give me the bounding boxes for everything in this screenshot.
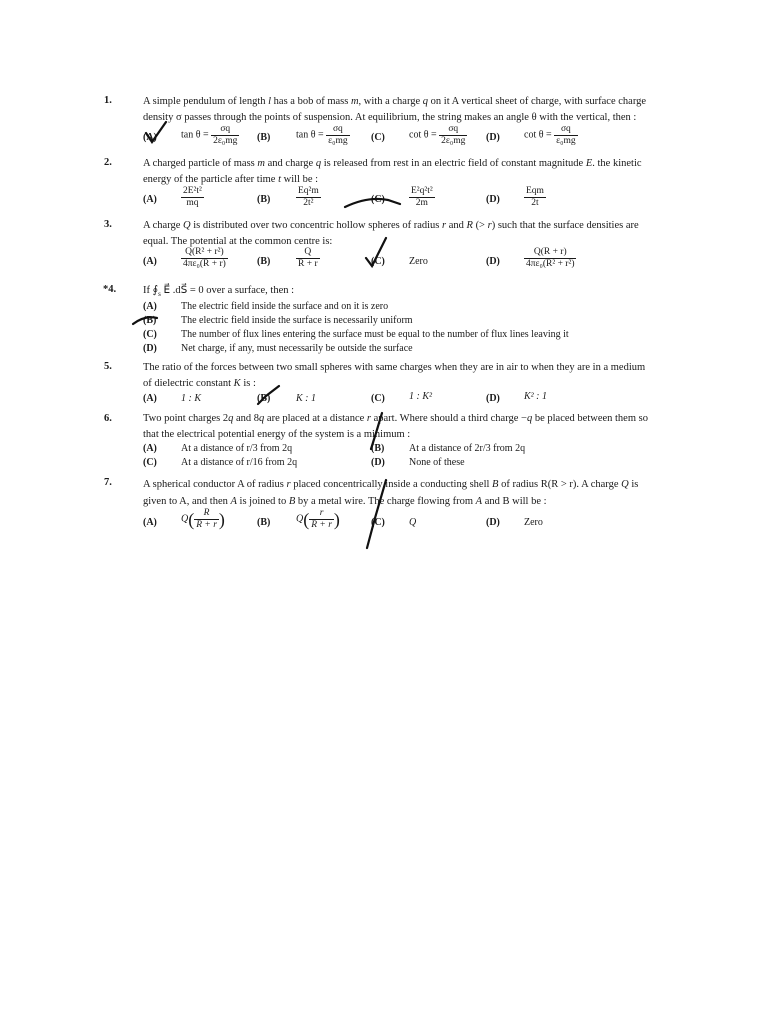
option-c[interactable]: cot θ = $\frac{\sigma q}{\text{2ε₀mg}}$ xyxy=(409,124,466,146)
question-stem: A spherical conductor A of radius r placed concentrically inside a conducting shell B of radius R(R > r). A charge Q is given to A, and then A is joined to B by a metal wire. The charge flowing from A and B will be : xyxy=(143,479,639,507)
option-label[interactable]: (D) xyxy=(486,194,500,205)
option-label[interactable]: (B) xyxy=(257,256,271,267)
question-stem: A simple pendulum of length l has a bob of mass m, with a charge q on it A vertical sheet of charge, with surface charge density σ passes through the points of suspension. At equilibrium, the string makes an angle θ with the vertical, then : xyxy=(143,96,647,123)
option-label[interactable]: (C) xyxy=(371,256,385,267)
question-stem: A charge Q is distributed over two concentric hollow spheres of radius r and R (> r) such that the surface densities are equal. The potential at the common centre is: xyxy=(143,220,639,247)
fraction: $\frac{\sigma q}{\text{ε₀mg}}$ xyxy=(328,124,348,146)
question-stem: If $∮_s$ E⃗ .dS⃗ = 0 over a surface, then : xyxy=(143,285,295,299)
question-number: 3. xyxy=(104,219,112,230)
fraction: $\frac{\text{Eqm}}{2t}$ xyxy=(526,186,544,208)
option-label[interactable]: (D) xyxy=(486,256,500,267)
option-d[interactable]: K² : 1 xyxy=(524,391,547,402)
option-a[interactable] xyxy=(181,247,228,270)
option-d[interactable] xyxy=(524,247,576,270)
question-number: 7. xyxy=(104,477,112,488)
option-a[interactable]: (A) At a distance of r/3 from 2q xyxy=(143,443,293,454)
fraction: $\frac{\text{Eq²m}}{\text{2t²}}$ xyxy=(298,186,319,208)
option-d[interactable] xyxy=(524,186,546,209)
fraction: $\frac{Q(R + r)}{\text{4πε₀(R² + r²)}}$ xyxy=(526,247,575,269)
fraction: $\frac{\text{E²q²t²}}{2m}$ xyxy=(411,186,433,208)
option-d[interactable]: (D) None of these xyxy=(371,457,465,468)
option-label[interactable]: (B) xyxy=(257,194,271,205)
option-a[interactable]: Q( $\frac{R}{R + r}$ ) xyxy=(181,508,225,530)
fraction: $\frac{\text{Q(R² + r²)}}{\text{4πε₀(R + r)}}$ xyxy=(183,247,226,269)
option-d[interactable]: Zero xyxy=(524,517,543,528)
option-b[interactable]: Q( $\frac{r}{R + r}$ ) xyxy=(296,508,340,530)
option-label[interactable]: (A) xyxy=(143,393,157,404)
option-a[interactable]: 1 : K xyxy=(181,393,201,404)
option-label[interactable]: (D) xyxy=(486,132,500,143)
question-number: *4. xyxy=(103,284,117,295)
fraction: $\frac{\sigma q}{\text{2ε₀mg}}$ xyxy=(213,124,238,146)
question-stem: Two point charges 2q and 8q are placed at a distance r apart. Where should a third charge −q be placed between them so that the electrical potential energy of the system is a minimum : xyxy=(143,413,648,440)
option-b[interactable] xyxy=(296,186,321,209)
option-label[interactable]: (C) xyxy=(371,517,385,528)
option-label[interactable]: (A) xyxy=(143,194,157,205)
fraction: $\frac{r}{R + r}$ xyxy=(311,508,332,530)
option-label[interactable]: (C) xyxy=(371,393,385,404)
option-label[interactable]: (B) xyxy=(257,132,271,143)
fraction: $\frac{R}{R + r}$ xyxy=(196,508,217,530)
fraction: $\frac{Q}{R + r}$ xyxy=(298,247,318,269)
question-stem: The ratio of the forces between two small spheres with same charges when they are in air to when they are in a medium of dielectric constant K is : xyxy=(143,362,646,389)
fraction: $\frac{\text{2E²t²}}{mq}$ xyxy=(183,186,202,208)
option-a[interactable] xyxy=(181,186,204,209)
option-b[interactable] xyxy=(296,247,320,270)
option-label[interactable]: (A) xyxy=(143,132,157,143)
option-label[interactable]: (C) xyxy=(371,194,385,205)
option-d[interactable]: cot θ = $\frac{\sigma q}{\text{ε₀mg}}$ xyxy=(524,124,576,146)
option-label[interactable]: (B) xyxy=(257,517,271,528)
option-label[interactable]: (C) xyxy=(371,132,385,143)
option-c[interactable]: 1 : K² xyxy=(409,391,432,402)
option-label[interactable]: (B) xyxy=(257,393,271,404)
question-number: 1. xyxy=(104,95,112,106)
option-a[interactable]: tan θ = $\frac{\sigma q}{\text{2ε₀mg}}$ xyxy=(181,124,238,146)
question-number: 6. xyxy=(104,413,112,424)
option-b[interactable]: (B) At a distance of 2r/3 from 2q xyxy=(371,443,526,454)
question-number: 5. xyxy=(104,361,112,372)
option-b[interactable]: K : 1 xyxy=(296,393,316,404)
question-number: 2. xyxy=(104,157,112,168)
fraction: $\frac{\sigma q}{\text{ε₀mg}}$ xyxy=(556,124,576,146)
option-c[interactable] xyxy=(409,186,435,209)
option-label[interactable]: (D) xyxy=(486,517,500,528)
option-label[interactable]: (D) xyxy=(486,393,500,404)
option-c[interactable]: Q xyxy=(409,517,417,528)
option-c[interactable]: (C) At a distance of r/16 from 2q xyxy=(143,457,298,468)
question-sheet: 1. A simple pendulum of length l has a bob of mass m, with a charge q on it A vertical sheet of charge, with surface charge density σ passes through the points of suspension. At equilibrium, the string makes an angle θ with the vertical, then : (A) tan θ = $\frac{\sigma q}{\text{2ε₀mg}}$ (B) tan θ = $\frac{\sigma q}{\text{ε₀mg}}$ (C) cot θ = $\frac{\sigma q}{\text{2ε₀mg}}$ (D) cot θ = $\frac{\sigma q}{\text{ε₀mg}}$ 2. A charged particle of mass m and charge q is released from rest in an electric field of constant magnitude E. the kinetic energy of the particle after time t will be : (A) $\frac{\text{2E²t²}}{mq}$ (B) $\frac{\text{Eq²m}}{\text{2t²}}$ (C) $\frac{\text{E²q²t²}}{2m}$ (D) $\frac{\text{Eqm}}{2t}$ 3. A charge Q is distributed over two concentric hollow spheres of radius r and R (> r) such that the surface densities are equal. The potential at the common centre is: (A) $\frac{\text{Q(R² + r²)}}{\text{4πε₀(R + r)}}$ (B) $\frac{Q}{R + r}$ (C) Zero (D) $\frac{Q(R + r)}{\text{4πε₀(R² + r²)}}$ *4. If $∮_s$ E⃗ .dS⃗ = 0 over a surface, then : (A) The electric field inside the surface and on it is zero (B) The electric field inside the surface is necessarily uniform (C) The number of flux lines entering the surface must be equal to the number of flux lines leaving it (D) Net charge, if any, must necessarily be outside the surface 5. The ratio of the forces between two small spheres with same charges when they are in air to when they are in a medium of dielectric constant K is : (A) 1 : K (B) K : 1 (C) 1 : K² (D) K² : 1 6. Two point charges 2q and 8q are placed at a distance r apart. Where should a third charge −q be placed between them so that the electrical potential energy of the system is a minimum : (A) At a distance of r/3 from 2q (B) At a distance of 2r/3 from 2q (C) At a distance of r/16 from 2q (D) None of these 7. A spherical conductor A of radius r placed concentrically inside a conducting shell B of radius R(R > r). A charge Q is given to A, and then A is joined to B by a metal wire. The charge flowing from A and B will be : (A) Q( $\frac{R}{R + r}$ ) (B) Q( $\frac{r}{R + r}$ ) (C) Q (D) Zero xyxy=(0,0,768,1024)
option-b[interactable]: tan θ = $\frac{\sigma q}{\text{ε₀mg}}$ xyxy=(296,124,348,146)
question-stem: A charged particle of mass m and charge q is released from rest in an electric field of constant magnitude E. the kinetic energy of the particle after time t will be : xyxy=(143,158,642,185)
option-c[interactable]: Zero xyxy=(409,256,428,267)
option-label[interactable]: (A) xyxy=(143,517,157,528)
fraction: $\frac{\sigma q}{\text{2ε₀mg}}$ xyxy=(441,124,466,146)
option-label[interactable]: (A) xyxy=(143,256,157,267)
